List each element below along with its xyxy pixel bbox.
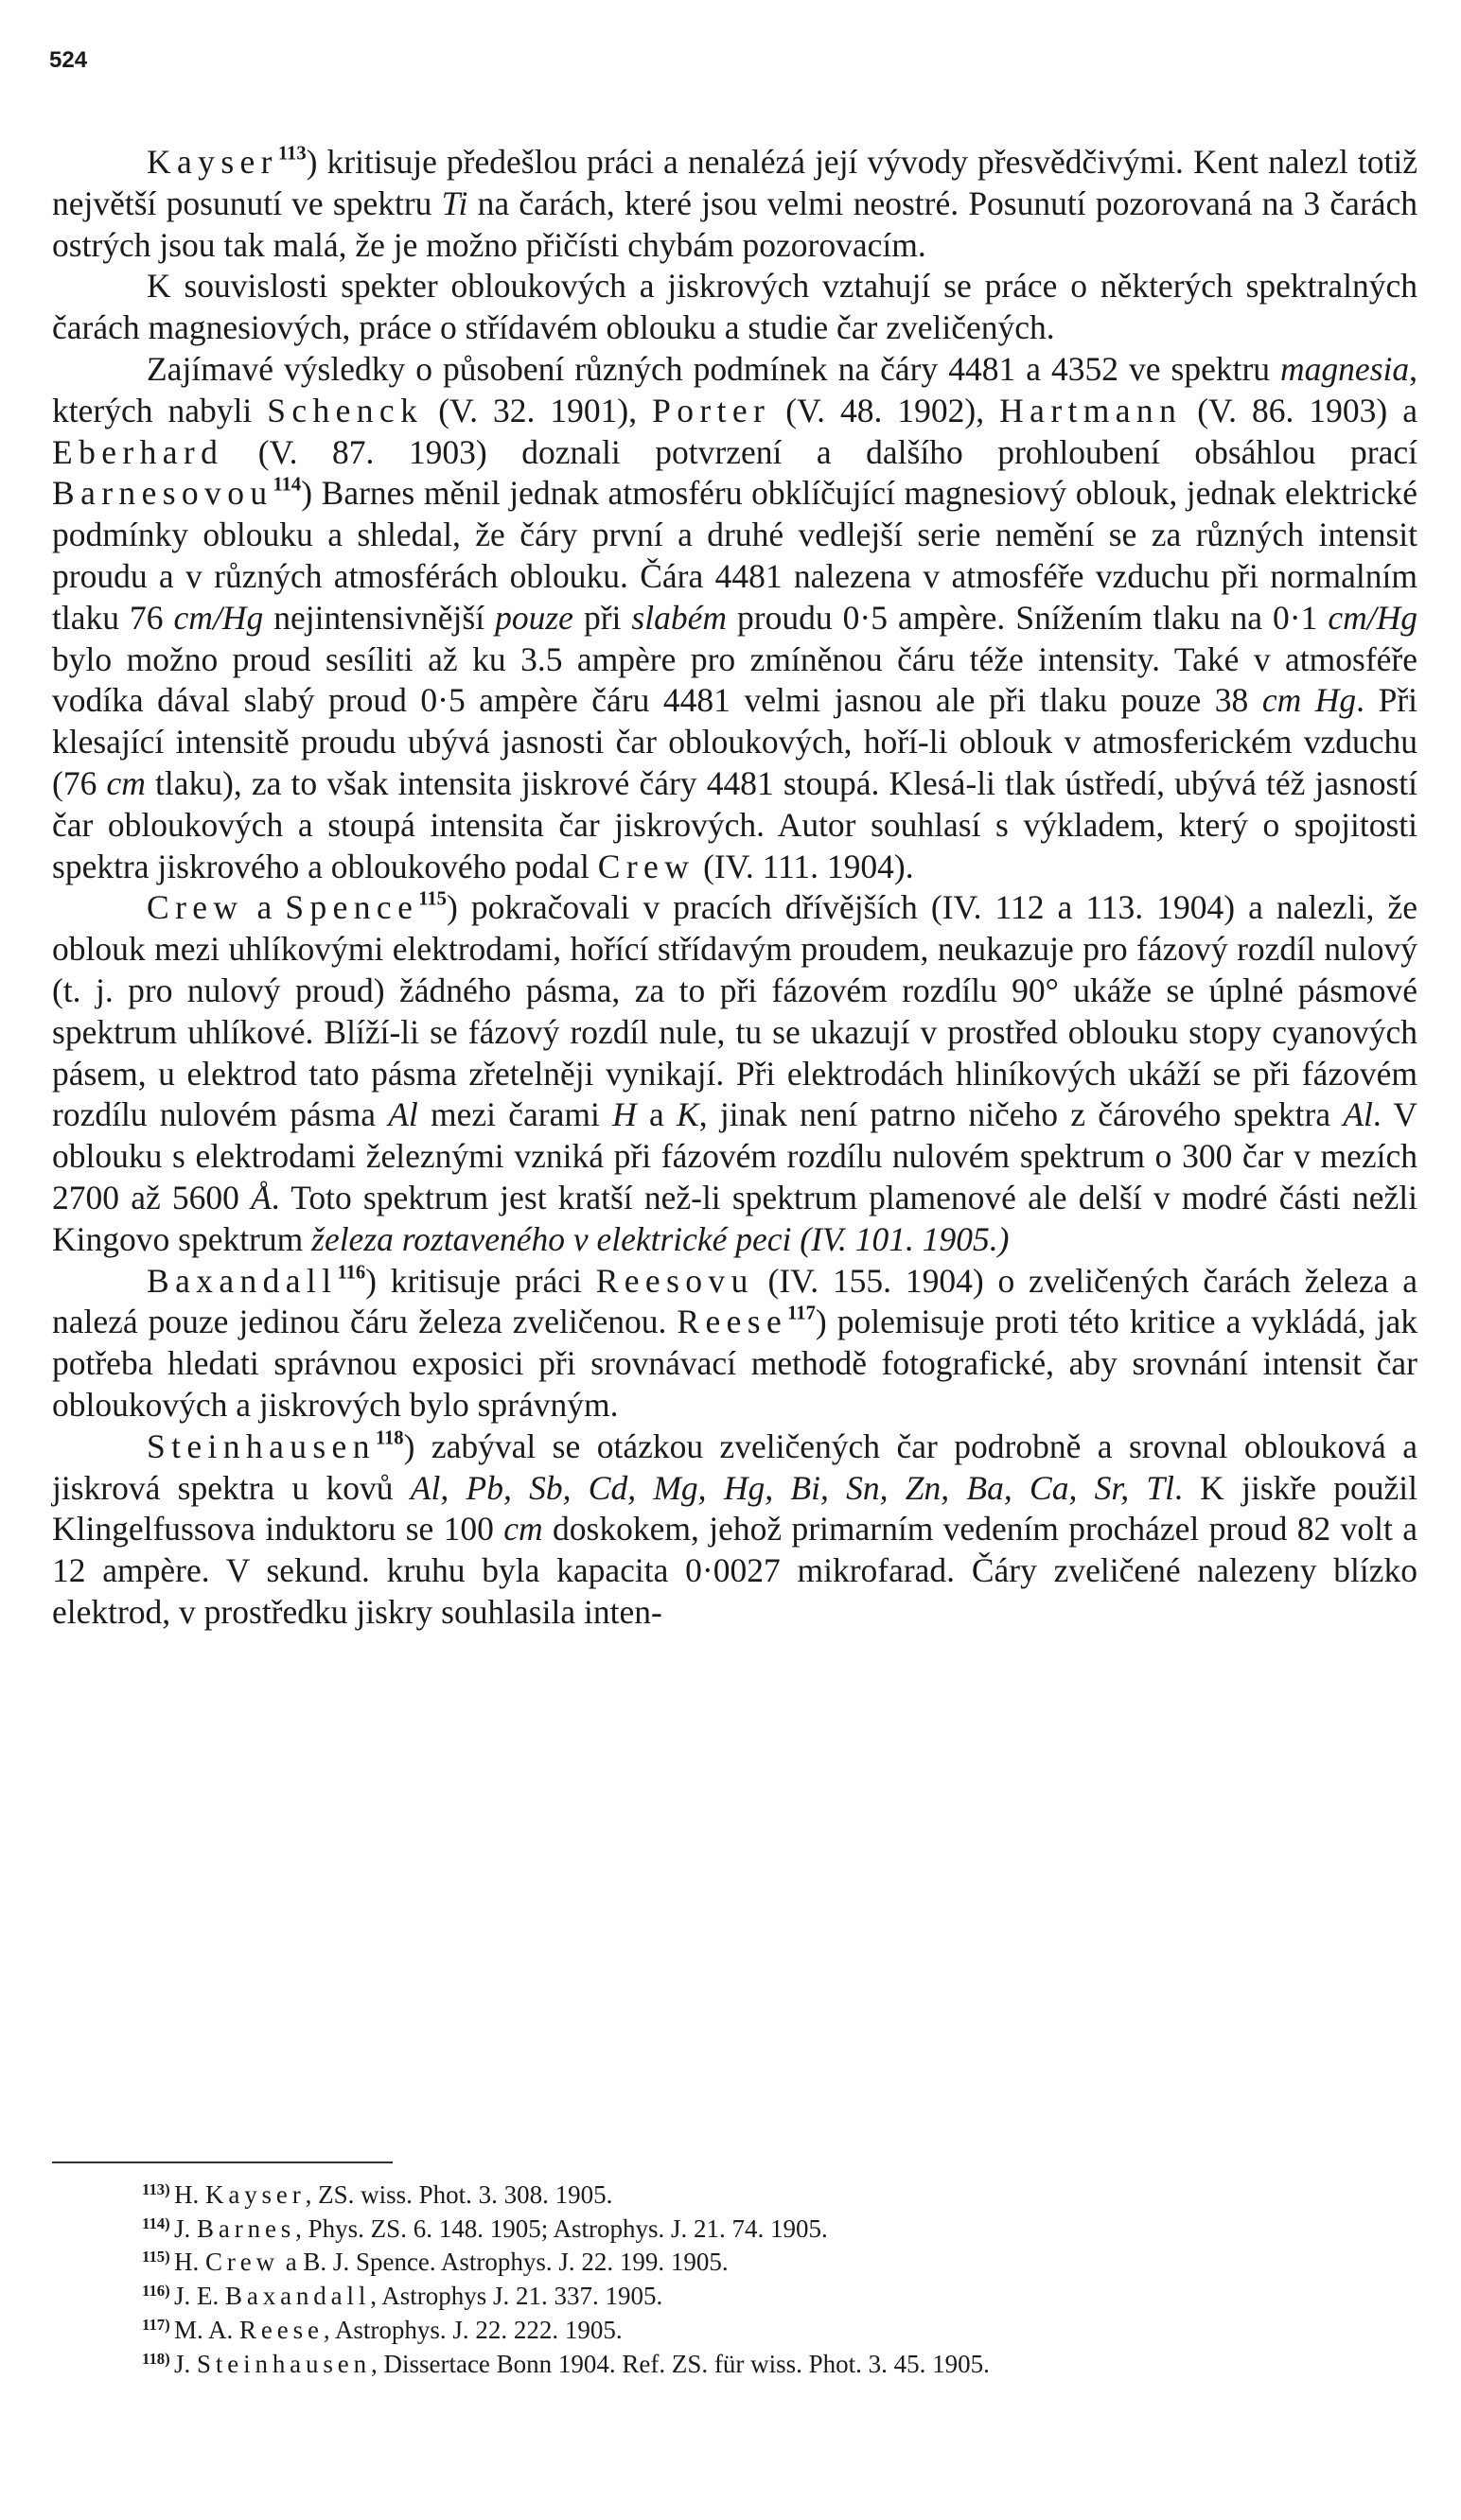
author-name: Schenck (267, 391, 424, 429)
footnote-ref: 114 (273, 474, 302, 496)
footnote: 116) J. E. Baxandall, Astrophys J. 21. 337. 1905. (142, 2282, 663, 2311)
paragraph-kayser: Kayser$^{113}$) kritisuje předešlou práci a nenalézá její vývody přesvědčivými. Kent nalezl totiž největší posunutí ve spektru Ti na čarách, které jsou velmi neostré. Posunutí pozorovaná na 3 čarách ostrých jsou tak malá, že je možno přičísti chybám pozorovacím. (52, 143, 1417, 264)
paragraph-souvislosti: K souvislosti spekter obloukových a jiskrových vztahují se práce o některých spektralných čarách magnesiových, práce o střídavém oblouku a studie čar zveličených. (52, 267, 1417, 347)
author-name: Crew (147, 888, 244, 927)
paragraph-baxandall: Baxandall$^{116}$) kritisuje práci Reesovu (IV. 155. 1904) o zveličených čarách železa a nalezá pouze jedinou čáru železa zveličenou. Reese$^{117}$) polemisuje proti této kritice a vykládá, jak potřeba hledati správnou exposici při srovnávací methodě fotografické, aby srovnání intensit čar obloukových a jiskrových bylo správným. (52, 1261, 1418, 1424)
author-name: Spence (285, 888, 419, 927)
footnotes (142, 2176, 1429, 2378)
footnote-ref: 113 (277, 143, 307, 165)
author-name: Eberhard (52, 432, 224, 471)
footnote-ref: 115 (418, 888, 447, 910)
author-name: Baxandall (147, 1261, 338, 1300)
author-name: Reesovu (595, 1261, 754, 1300)
footnote-ref: 116 (337, 1262, 366, 1284)
author-name: Porter (652, 391, 771, 429)
footnote: 117) M. A. Reese, Astrophys. J. 22. 222. 1905. (142, 2315, 623, 2345)
author-name: Kayser (147, 143, 278, 181)
footnote: 118) J. Steinhausen, Dissertace Bonn 1904. Ref. ZS. für wiss. Phot. 3. 45. 1905. (142, 2349, 990, 2378)
footnote: 114) J. Barnes, Phys. ZS. 6. 148. 1905; Astrophys. J. 21. 74. 1905. (142, 2214, 828, 2243)
author-name: Steinhausen (147, 1426, 376, 1465)
footnote-divider (52, 2161, 393, 2163)
footnote-ref: 117 (787, 1303, 816, 1324)
paragraph-zajimave: Zajímavé výsledky o působení různých podmínek na čáry 4481 a 4352 ve spektru magnesia, kterých nabyli Schenck (V. 32. 1901), Porter (V. 48. 1902), Hartmann (V. 86. 1903) a Eberhard (V. 87. 1903) doznali potvrzení a dalšího prohloubení obsáhlou prací Barnesovou$^{114}$) Barnes měnil jednak atmosféru obklíčující magnesiový oblouk, jednak elektrické podmínky oblouku a shledal, že čáry první a druhé vedlejší serie nemění se za různých intensit proudu a v různých atmosférách oblouku. Čára 4481 nalezena v atmosféře vzduchu při normalním tlaku 76 cm/Hg nejintensivnější pouze při slabém proudu 0·5 ampère. Snížením tlaku na 0·1 cm/Hg bylo možno proud sesíliti až ku 3.5 ampère pro zmíněnou čáru téže intensity. Také v atmosféře vodíka dával slabý proud 0·5 ampère čáru 4481 velmi jasnou ale při tlaku pouze 38 cm Hg. Při klesající intensitě proudu ubývá jasnosti čar obloukových, hoří-li oblouk v atmosferickém vzduchu (76 cm tlaku), za to však intensita jiskrové čáry 4481 stoupá. Klesá-li tlak ústředí, ubývá též jasností čar obloukových a stoupá intensita čar jiskrových. Autor souhlasí s výkladem, který o spojitosti spektra jiskrového a obloukového podal Crew (IV. 111. 1904). (52, 349, 1418, 885)
footnote-ref: 118 (375, 1427, 404, 1449)
footnote: 113) H. Kayser, ZS. wiss. Phot. 3. 308. 1905. (142, 2180, 613, 2210)
author-name: Barnesovou (52, 474, 273, 513)
author-name: Crew (597, 847, 695, 885)
footnote: 115) H. Crew a B. J. Spence. Astrophys. J. 22. 199. 1905. (142, 2248, 729, 2277)
author-name: Hartmann (999, 391, 1183, 429)
page-number: 524 (49, 47, 88, 73)
paragraph-crew-spence: Crew a Spence$^{115}$) pokračovali v pracích dřívějších (IV. 112 a 113. 1904) a nalezli, že oblouk mezi uhlíkovými elektrodami, hořící střídavým proudem, neukazuje pro fázový rozdíl nulový (t. j. pro nulový proud) žádného pásma, za to při fázovém rozdílu 90° ukáže se úplné pásmové spektrum uhlíkové. Blíží-li se fázový rozdíl nule, tu se ukazují v prostřed oblouku stopy cyanových pásem, u elektrod tato pásma zřetelněji vynikají. Při elektrodách hliníkových ukáží se při fázovém rozdílu nulovém pásma Al mezi čarami H a K, jinak není patrno ničeho z čárového spektra Al. V oblouku s elektrodami železnými vzniká při fázovém rozdílu nulovém spektrum o 300 čar v mezích 2700 až 5600 Å. Toto spektrum jest kratší než-li spektrum plamenové ale delší v modré části nežli Kingovo spektrum železa roztaveného v elektrické peci (IV. 101. 1905.) (52, 888, 1418, 1258)
paragraph-steinhausen: Steinhausen$^{118}$) zabýval se otázkou zveličených čar podrobně a srovnal oblouková a jiskrová spektra u kovů Al, Pb, Sb, Cd, Mg, Hg, Bi, Sn, Zn, Ba, Ca, Sr, Tl. K jiskře použil Klingelfussova induktoru se 100 cm doskokem, jehož primarním vedením procházel proud 82 volt a 12 ampère. V sekund. kruhu byla kapacita 0·0027 mikrofarad. Čáry zveličené nalezeny blízko elektrod, v prostředku jiskry souhlasila inten- (52, 1426, 1418, 1631)
body-text (52, 142, 1417, 1634)
author-name: Reese (677, 1303, 788, 1341)
